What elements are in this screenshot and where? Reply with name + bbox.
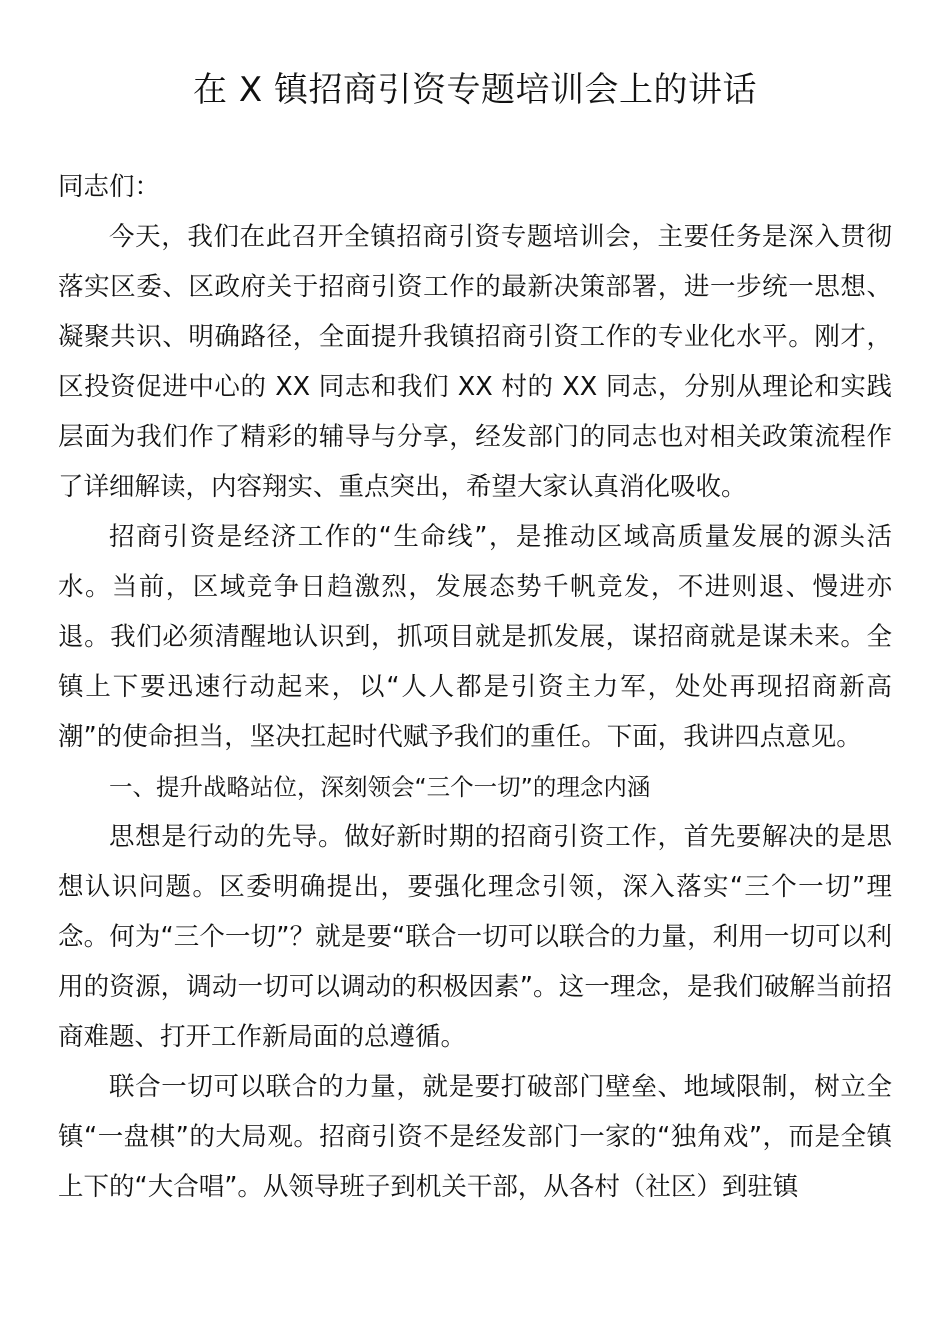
paragraph-lifeline: 招商引资是经济工作的“生命线”，是推动区域高质量发展的源头活水。当前，区域竞争日趋激烈，发展态势千帆竞发，不进则退、慢进亦退。我们必须清醒地认识到，抓项目就是抓发展，谋招商就是谋未来。全镇上下要迅速行动起来，以“人人都是引资主力军，处处再现招商新高潮”的使命担当，坚决扛起时代赋予我们的重任。下面，我讲四点意见。 bbox=[58, 522, 892, 752]
paragraph-opening: 今天，我们在此召开全镇招商引资专题培训会，主要任务是深入贯彻落实区委、区政府关于招商引资工作的最新决策部署，进一步统一思想、凝聚共识、明确路径，全面提升我镇招商引资工作的专业化水平。刚才，区投资促进中心的 XX 同志和我们 XX 村的 XX 同志，分别从理论和实践层面为我们作了精彩的辅导与分享，经发部门的同志也对相关政策流程作了详细解读，内容翔实、重点突出，希望大家认真消化吸收。 bbox=[58, 222, 892, 502]
paragraph-thinking: 思想是行动的先导。做好新时期的招商引资工作，首先要解决的是思想认识问题。区委明确提出，要强化理念引领，深入落实“三个一切”理念。何为“三个一切”？就是要“联合一切可以联合的力量，利用一切可以利用的资源，调动一切可以调动的积极因素”。这一理念，是我们破解当前招商难题、打开工作新局面的总遵循。 bbox=[58, 822, 892, 1052]
section-heading-1: 一、提升战略站位，深刻领会“三个一切”的理念内涵 bbox=[109, 773, 651, 801]
document-title: 在 X 镇招商引资专题培训会上的讲话 bbox=[193, 70, 757, 110]
salutation: 同志们： bbox=[58, 172, 161, 202]
paragraph-unite-forces: 联合一切可以联合的力量，就是要打破部门壁垒、地域限制，树立全镇“一盘棋”的大局观。招商引资不是经发部门一家的“独角戏”，而是全镇上下的“大合唱”。从领导班子到机关干部，从各村（社区）到驻镇 bbox=[58, 1072, 892, 1202]
